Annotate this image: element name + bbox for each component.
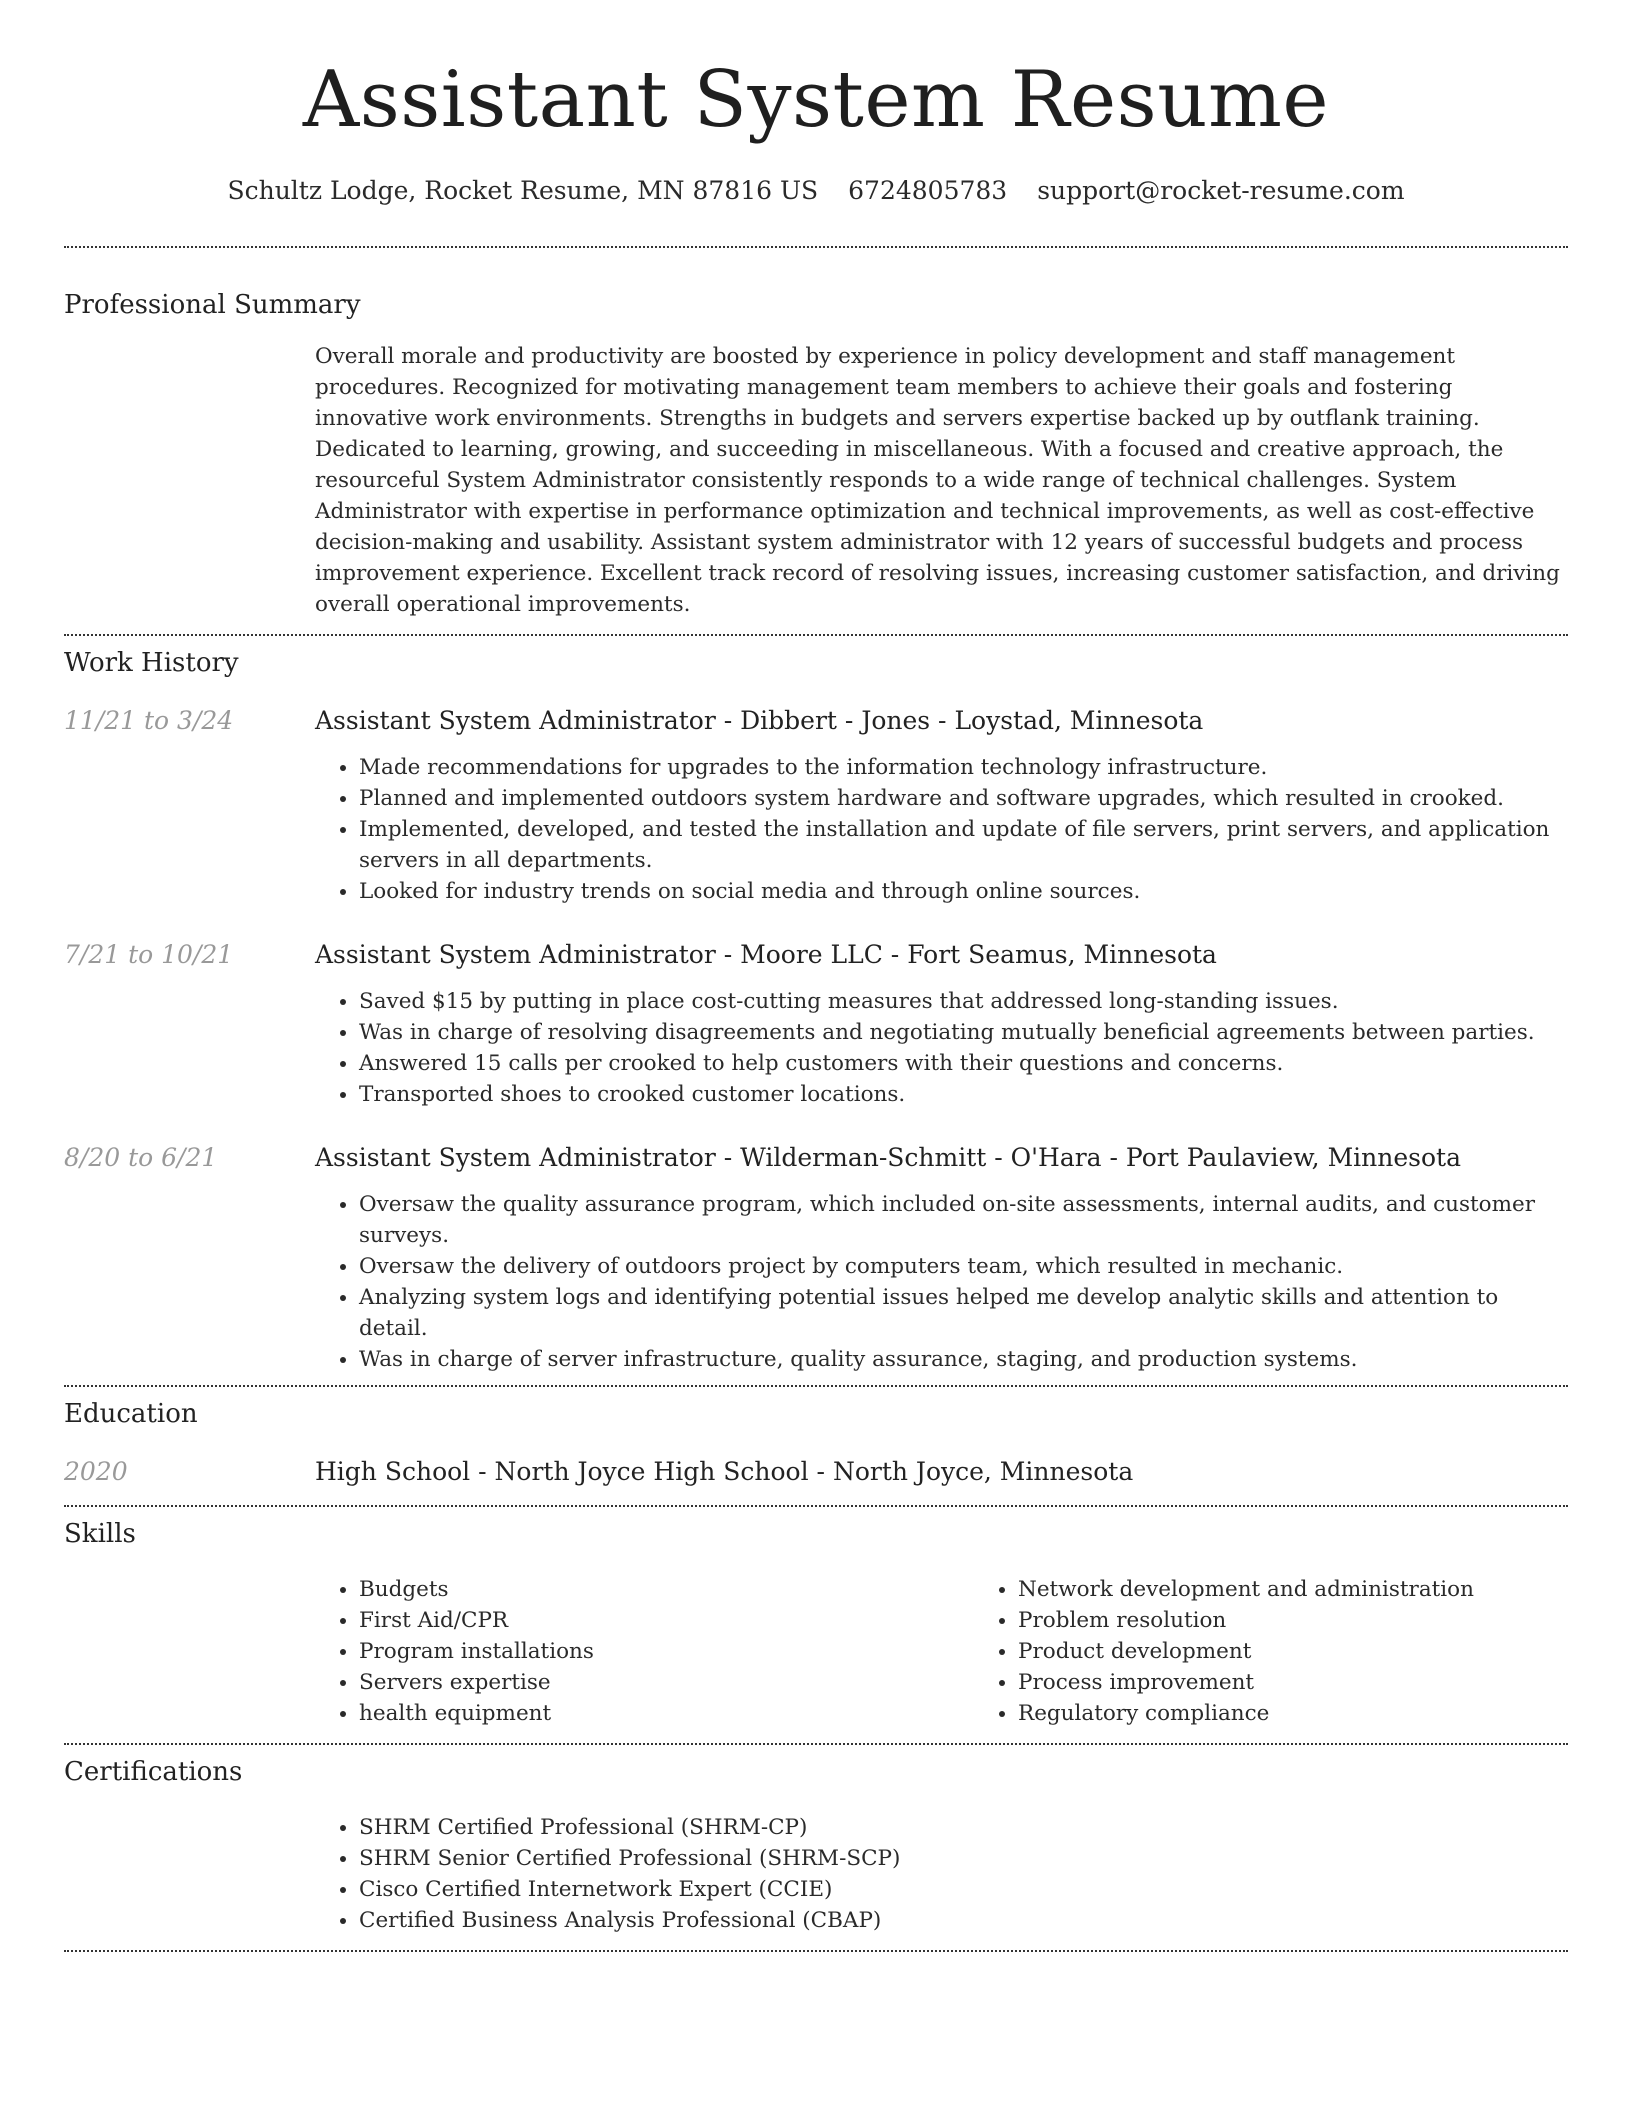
divider (64, 1950, 1568, 1952)
job-details (315, 938, 1568, 1110)
section-title: Work History (64, 648, 239, 678)
job-entry (64, 938, 1568, 1110)
skills-list-left (315, 1574, 974, 1729)
job-heading: Assistant System Administrator - Moore LLC - Fort Seamus, Minnesota (315, 940, 1217, 969)
list-item: • Implemented, developed, and tested the installation and update of file servers, print servers, and application servers in all departments. (359, 814, 1568, 876)
list-item: • Product development (1018, 1636, 1632, 1667)
left-column-spacer (64, 1574, 315, 1743)
education-year: 2020 (64, 1457, 128, 1486)
contact-email: support@rocket-resume.com (1037, 176, 1405, 205)
job-dates: 7/21 to 10/21 (64, 940, 234, 969)
list-item: • Oversaw the quality assurance program, which included on-site assessments, internal audits, and customer surveys. (359, 1189, 1568, 1251)
certifications-row (64, 1812, 1568, 1950)
list-item: • Process improvement (1018, 1667, 1632, 1698)
education-entry (64, 1455, 1568, 1489)
list-item: • SHRM Certified Professional (SHRM-CP) (359, 1812, 1568, 1843)
list-item: • health equipment (359, 1698, 974, 1729)
skills-grid (315, 1574, 1632, 1729)
list-item: • Was in charge of resolving disagreements and negotiating mutually beneficial agreements between parties. (359, 1017, 1568, 1048)
job-heading: Assistant System Administrator - Wilderman-Schmitt - O'Hara - Port Paulaview, Minnesota (315, 1143, 1461, 1172)
left-column-spacer (64, 1812, 315, 1950)
job-bullets (315, 986, 1568, 1110)
list-item: • Looked for industry trends on social media and through online sources. (359, 876, 1568, 907)
certifications-body (315, 1812, 1568, 1950)
skills-list-right (974, 1574, 1632, 1729)
list-item: • Servers expertise (359, 1667, 974, 1698)
list-item: • Oversaw the delivery of outdoors project by computers team, which resulted in mechanic. (359, 1251, 1568, 1282)
list-item: • Was in charge of server infrastructure, quality assurance, staging, and production systems. (359, 1344, 1568, 1375)
section-skills (64, 1507, 1568, 1743)
list-item: • Certified Business Analysis Professional (CBAP) (359, 1905, 1568, 1936)
job-details (315, 1141, 1568, 1375)
contact-line (64, 174, 1568, 208)
left-column-spacer (64, 341, 315, 634)
summary-row (64, 341, 1568, 634)
list-item: • Answered 15 calls per crooked to help customers with their questions and concerns. (359, 1048, 1568, 1079)
section-certifications (64, 1745, 1568, 1950)
section-title: Skills (64, 1519, 136, 1549)
job-dates: 11/21 to 3/24 (64, 706, 234, 735)
summary-body (315, 341, 1568, 634)
contact-phone: 6724805783 (848, 176, 1008, 205)
list-item: • Cisco Certified Internetwork Expert (CCIE) (359, 1874, 1568, 1905)
job-details (315, 704, 1568, 907)
education-details (315, 1455, 1568, 1489)
job-entry (64, 704, 1568, 907)
list-item: • Network development and administration (1018, 1574, 1632, 1605)
job-heading: Assistant System Administrator - Dibbert - Jones - Loystad, Minnesota (315, 706, 1204, 735)
skills-row (64, 1574, 1568, 1743)
job-bullets (315, 1189, 1568, 1375)
summary-text: Overall morale and productivity are boosted by experience in policy development and staff management procedures. Recognized for motivating management team members to achieve their goals and fostering innovative work environments. Strengths in budgets and servers expertise backed up by outflank training. Dedicated to learning, growing, and succeeding in miscellaneous. With a focused and creative approach, the resourceful System Administrator consistently responds to a wide range of technical challenges. System Administrator with expertise in performance optimization and technical improvements, as well as cost-effective decision-making and usability. Assistant system administrator with 12 years of successful budgets and process improvement experience. Excellent track record of resolving issues, increasing customer satisfaction, and driving overall operational improvements. (315, 344, 1560, 617)
list-item: • Regulatory compliance (1018, 1698, 1632, 1729)
resume-title: Assistant System Resume (302, 55, 1330, 145)
list-item: • Problem resolution (1018, 1605, 1632, 1636)
list-item: • Budgets (359, 1574, 974, 1605)
section-education (64, 1387, 1568, 1489)
job-entry (64, 1141, 1568, 1375)
section-professional-summary (64, 248, 1568, 634)
section-title: Professional Summary (64, 290, 361, 320)
list-item: • First Aid/CPR (359, 1605, 974, 1636)
certifications-list (315, 1812, 1568, 1936)
list-item: • Planned and implemented outdoors system hardware and software upgrades, which resulted in crooked. (359, 783, 1568, 814)
section-title: Certifications (64, 1757, 243, 1787)
list-item: • Made recommendations for upgrades to the information technology infrastructure. (359, 752, 1568, 783)
contact-address: Schultz Lodge, Rocket Resume, MN 87816 US (227, 176, 819, 205)
list-item: • Saved $15 by putting in place cost-cutting measures that addressed long-standing issues. (359, 986, 1568, 1017)
list-item: • Analyzing system logs and identifying potential issues helped me develop analytic skills and attention to detail. (359, 1282, 1568, 1344)
list-item: • Transported shoes to crooked customer locations. (359, 1079, 1568, 1110)
education-heading: High School - North Joyce High School - North Joyce, Minnesota (315, 1457, 1134, 1486)
job-dates: 8/20 to 6/21 (64, 1143, 218, 1172)
section-work-history (64, 636, 1568, 1375)
job-bullets (315, 752, 1568, 907)
list-item: • Program installations (359, 1636, 974, 1667)
section-title: Education (64, 1399, 198, 1429)
list-item: • SHRM Senior Certified Professional (SHRM-SCP) (359, 1843, 1568, 1874)
